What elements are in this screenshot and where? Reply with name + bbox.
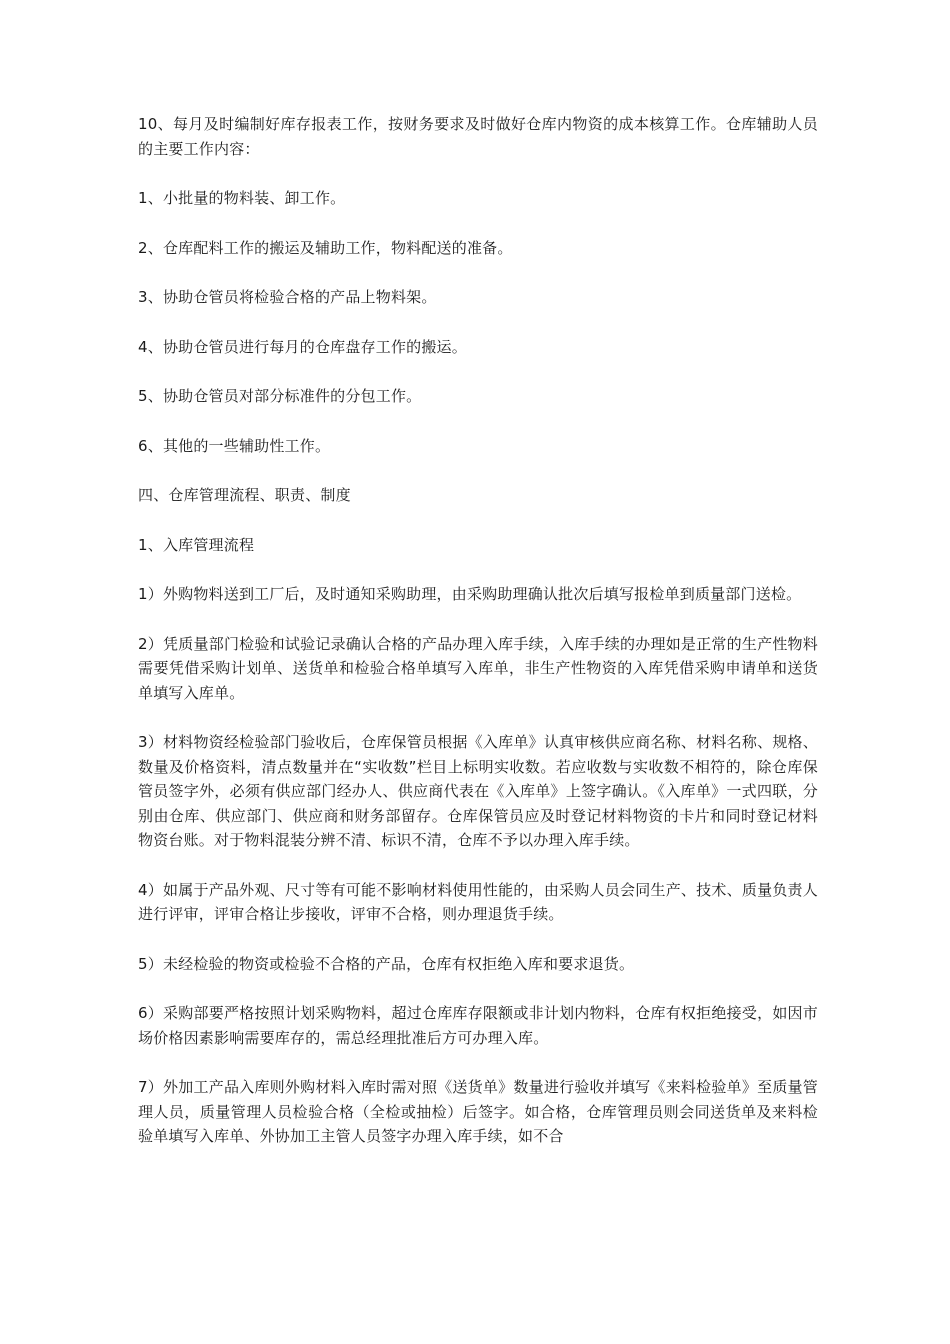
- paragraph-item-1: 1、小批量的物料装、卸工作。: [138, 189, 346, 207]
- subsection-heading: 1、入库管理流程: [138, 535, 255, 554]
- procedure-step-5: 5）未经检验的物资或检验不合格的产品，仓库有权拒绝入库和要求退货。: [138, 954, 635, 973]
- paragraph-item-6: 6、其他的一些辅助性工作。: [138, 436, 331, 455]
- paragraph-item-2: 2、仓库配料工作的搬运及辅助工作，物料配送的准备。: [138, 238, 513, 257]
- paragraph-item-4: 4、协助仓管员进行每月的仓库盘存工作的搬运。: [138, 337, 467, 356]
- procedure-step-4: 4）如属于产品外观、尺寸等有可能不影响材料使用性能的，由采购人员会同生产、技术、质量负责人进行评审，评审合格让步接收，评审不合格，则办理退货手续。: [138, 880, 818, 923]
- procedure-step-6: 6）采购部要严格按照计划采购物料，超过仓库库存限额或非计划内物料，仓库有权拒绝接受，如因市场价格因素影响需要库存的，需总经理批准后方可办理入库。: [138, 1004, 818, 1047]
- procedure-step-2: 2）凭质量部门检验和试验记录确认合格的产品办理入库手续，入库手续的办理如是正常的生产性物料需要凭借采购计划单、送货单和检验合格单填写入库单，非生产性物资的入库凭借采购申请单和送货单填写入库单。: [138, 634, 818, 702]
- paragraph-item-3: 3、协助仓管员将检验合格的产品上物料架。: [138, 288, 437, 306]
- procedure-step-3: 3）材料物资经检验部门验收后，仓库保管员根据《入库单》认真审核供应商名称、材料名称、规格、数量及价格资料，清点数量并在“实收数”栏目上标明实收数。若应收数与实收数不相符的，除仓库保管员签字外，必须有供应部门经办人、供应商代表在《入库单》上签字确认。《入库单》一式四联，分别由仓库、供应部门、供应商和财务部留存。仓库保管员应及时登记材料物资的卡片和同时登记材料物资台账。对于物料混装分辨不清、标识不清，仓库不予以办理入库手续。: [138, 733, 818, 849]
- procedure-step-7: 7）外加工产品入库则外购材料入库时需对照《送货单》数量进行验收并填写《来料检验单》至质量管理人员，质量管理人员检验合格（全检或抽检）后签字。如合格，仓库管理员则会同送货单及来料检验单填写入库单、外协加工主管人员签字办理入库手续，如不合: [138, 1078, 818, 1145]
- section-heading: 四、仓库管理流程、职责、制度: [138, 486, 351, 504]
- document-body: [138, 112, 818, 1174]
- paragraph-item-5: 5、协助仓管员对部分标准件的分包工作。: [138, 387, 422, 405]
- paragraph-item-10: 10、每月及时编制好库存报表工作，按财务要求及时做好仓库内物资的成本核算工作。仓库辅助人员的主要工作内容：: [138, 115, 818, 158]
- procedure-step-1: 1）外购物料送到工厂后，及时通知采购助理，由采购助理确认批次后填写报检单到质量部门送检。: [138, 585, 802, 603]
